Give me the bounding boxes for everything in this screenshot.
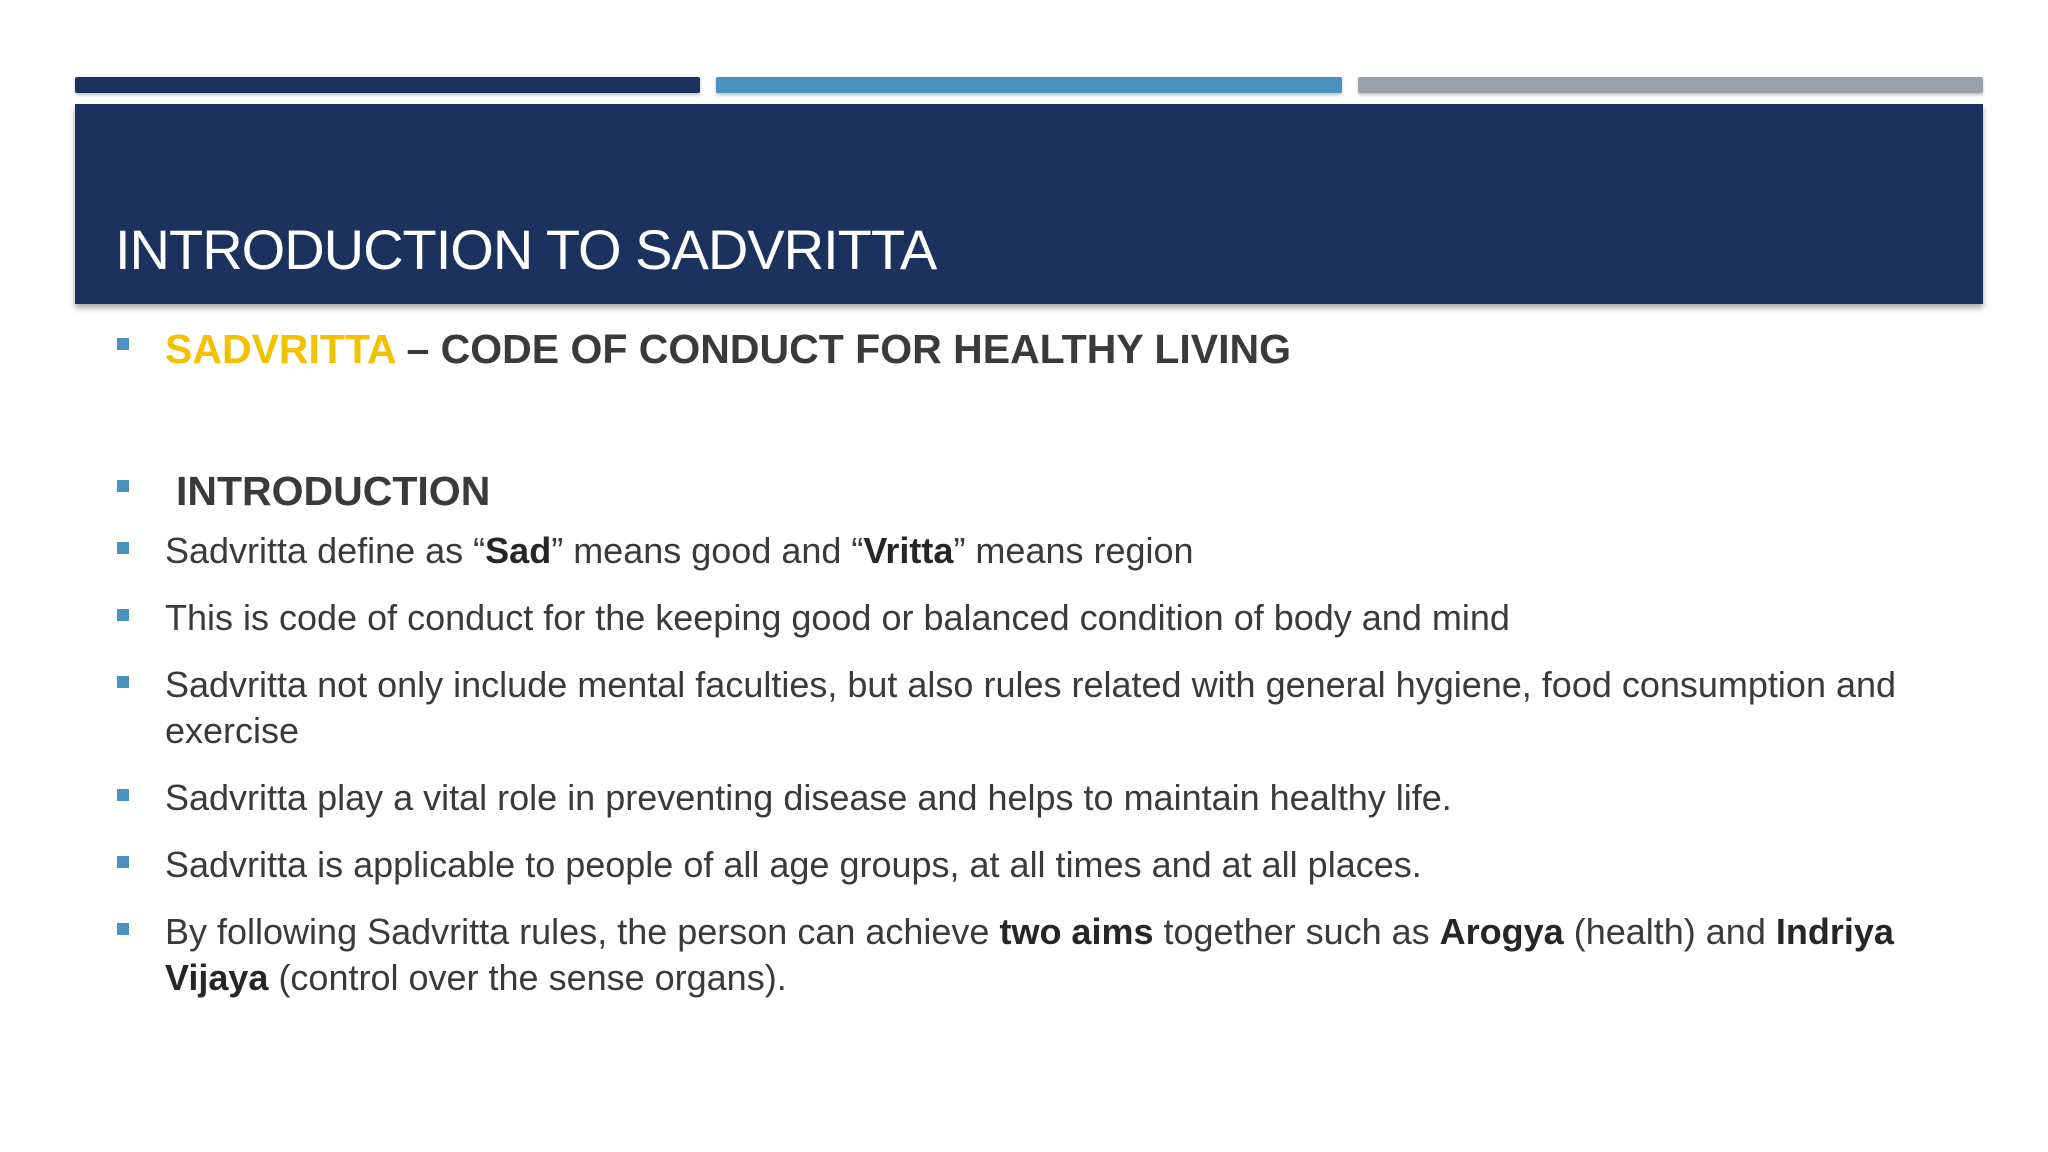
bullet-bold-term: two aims <box>999 911 1154 952</box>
subtitle-highlight: SADVRITTA <box>165 326 396 372</box>
bullet-square-icon <box>117 338 129 350</box>
bullet-square-icon <box>117 923 129 935</box>
bullet-text: Sadvritta not only include mental faculties, but also rules related with general hygiene, food consumption and exercise <box>165 664 1897 751</box>
bullet-text: Sadvritta play a vital role in preventing disease and helps to maintain healthy life. <box>165 777 1452 818</box>
subtitle-text: – CODE OF CONDUCT FOR HEALTHY LIVING <box>395 326 1292 372</box>
bullet-text: (health) and <box>1563 911 1776 952</box>
bullet-text: By following Sadvritta rules, the person can achieve <box>165 911 1000 952</box>
intro-heading-row <box>114 462 1914 520</box>
bullet-item <box>114 775 1914 821</box>
bullet-square-icon <box>117 856 129 868</box>
bullet-text: together such as <box>1153 911 1440 952</box>
bullet-item <box>114 662 1914 754</box>
top-accent-bar-gray <box>1358 77 1983 93</box>
bullet-text: This is code of conduct for the keeping good or balanced condition of body and mind <box>165 597 1510 638</box>
bullet-bold-term: Arogya <box>1439 911 1564 952</box>
bullet-square-icon <box>117 789 129 801</box>
top-accent-bar-blue <box>716 77 1342 93</box>
bullet-item <box>114 842 1914 888</box>
bullet-item <box>114 909 1914 1001</box>
title-band <box>75 104 1983 304</box>
slide-body <box>114 320 1914 1001</box>
bullet-text: ” means region <box>953 530 1194 571</box>
intro-heading: INTRODUCTION <box>176 468 491 514</box>
bullet-bold-term: Indriya Vijaya <box>165 911 1894 998</box>
bullet-text: Sadvritta define as “ <box>165 530 486 571</box>
bullet-square-icon <box>117 609 129 621</box>
bullet-bold-term: Sad <box>485 530 552 571</box>
slide-title: INTRODUCTION TO SADVRITTA <box>115 218 937 281</box>
bullet-square-icon <box>117 676 129 688</box>
bullet-text: ” means good and “ <box>551 530 864 571</box>
bullet-text: Sadvritta is applicable to people of all age groups, at all times and at all places. <box>165 844 1422 885</box>
bullet-bold-term: Vritta <box>863 530 954 571</box>
bullet-item <box>114 595 1914 641</box>
bullet-square-icon <box>117 480 129 492</box>
bullet-square-icon <box>117 542 129 554</box>
top-accent-bar-dark <box>75 77 700 93</box>
subtitle-row <box>114 320 1914 378</box>
bullet-text: (control over the sense organs). <box>268 957 787 998</box>
bullet-item <box>114 528 1914 574</box>
